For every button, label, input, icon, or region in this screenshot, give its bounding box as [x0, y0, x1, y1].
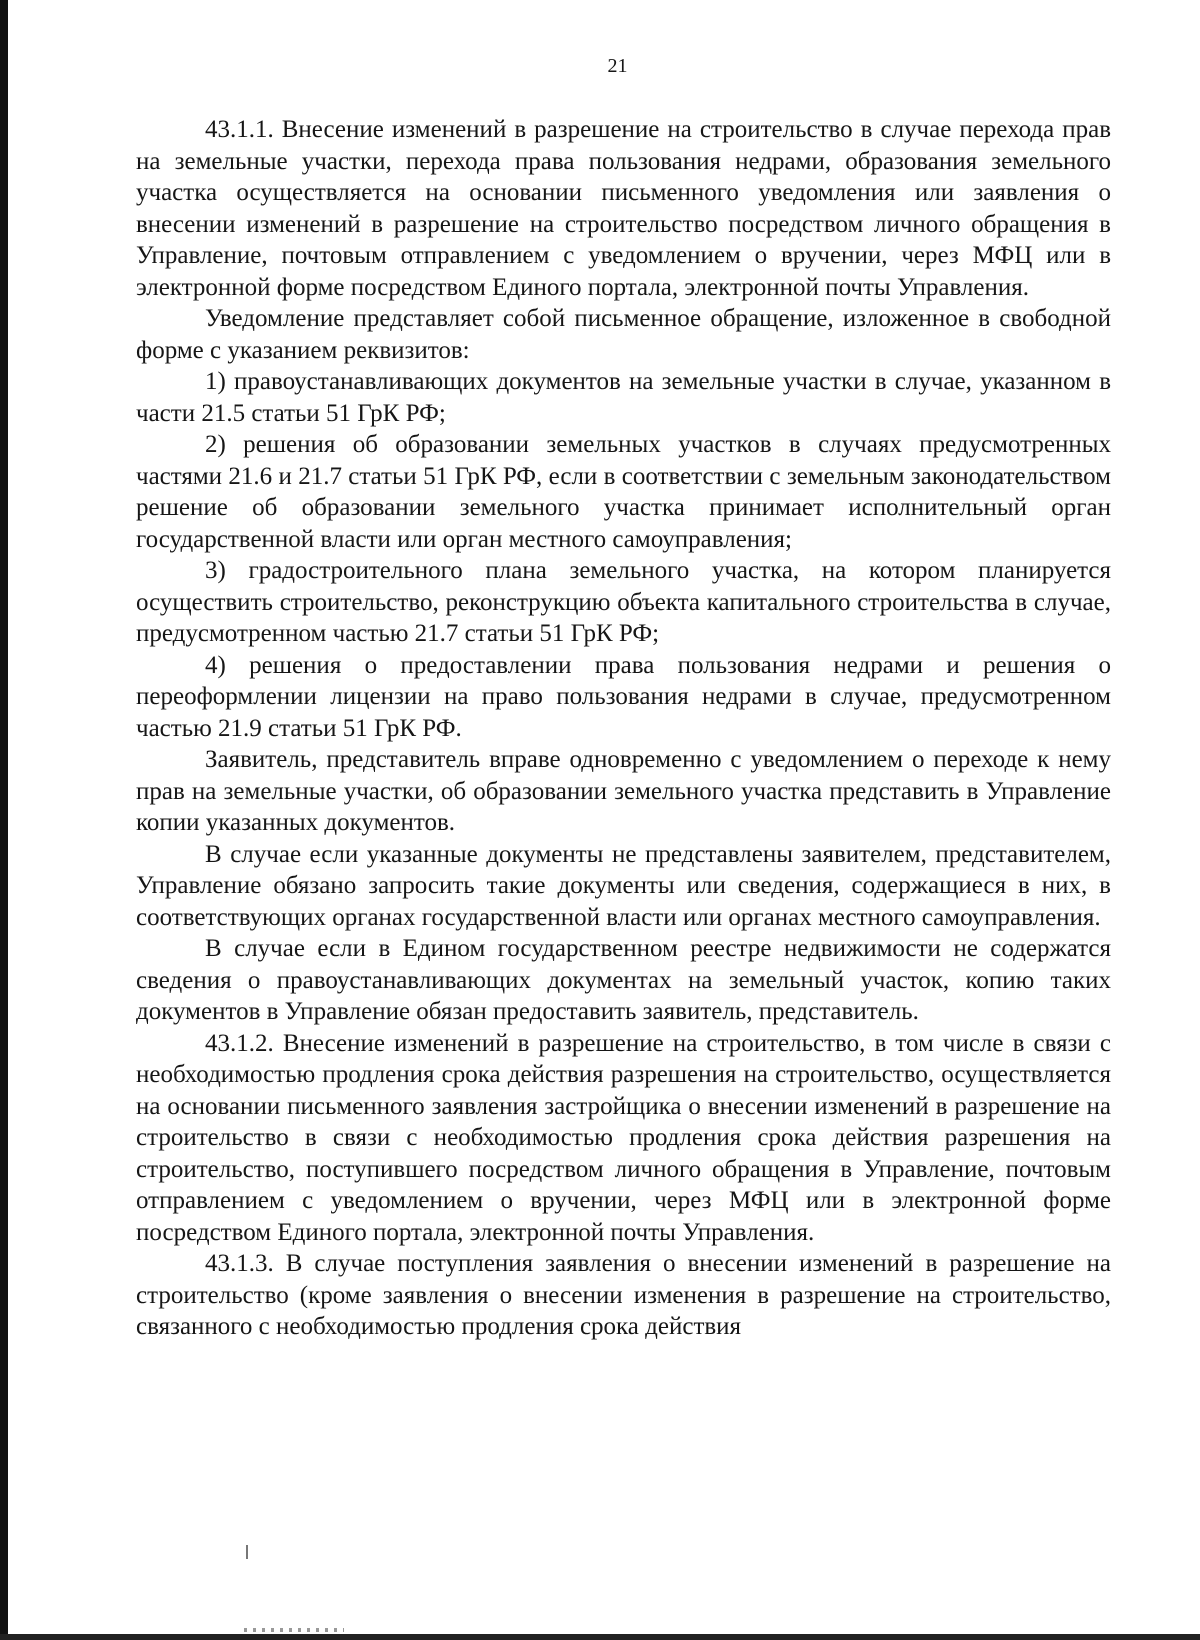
- paragraph-43-1-3: 43.1.3. В случае поступления заявления о внесении изменений в разрешение на строительство (кроме заявления о внесении изменения в разрешение на строительство, связанного с необходимостью продления срока действия: [136, 1250, 1111, 1340]
- paragraph-egrn: В случае если в Едином государственном реестре недвижимости не содержатся сведения о правоустанавливающих документах на земельный участок, копию таких документов в Управление обязан предоставить заявитель, представитель.: [136, 935, 1111, 1025]
- document-page: [136, 56, 1111, 1343]
- paragraph-43-1-1: 43.1.1. Внесение изменений в разрешение на строительство в случае перехода прав на земельные участки, перехода права пользования недрами, образования земельного участка осуществляется на основании письменного уведомления или заявления о внесении изменений в разрешение на строительство посредством личного обращения в Управление, почтовым отправлением с уведомлением о вручении, через МФЦ или в электронной форме посредством Единого портала, электронной почты Управления.: [136, 116, 1111, 301]
- scan-artifact-mark: [246, 1545, 248, 1559]
- page-number: 21: [607, 55, 628, 77]
- paragraph-notification: Уведомление представляет собой письменное обращение, изложенное в свободной форме с указанием реквизитов:: [136, 305, 1111, 364]
- scan-artifact-dust: [244, 1628, 344, 1632]
- list-item-3: 3) градостроительного плана земельного участка, на котором планируется осуществить строительство, реконструкцию объекта капитального строительства в случае, предусмотренном частью 21.7 статьи 51 ГрК РФ;: [136, 557, 1111, 647]
- paragraph-43-1-2: 43.1.2. Внесение изменений в разрешение на строительство, в том числе в связи с необходимостью продления срока действия разрешения на строительство, осуществляется на основании письменного заявления застройщика о внесении изменений в разрешение на строительство в связи с необходимостью продления срока действия разрешения на строительство, поступившего посредством личного обращения в Управление, почтовым отправлением с уведомлением о вручении, через МФЦ или в электронной форме посредством Единого портала, электронной почты Управления.: [136, 1029, 1111, 1246]
- scan-edge-left: [0, 0, 8, 1640]
- list-item-1: 1) правоустанавливающих документов на земельные участки в случае, указанном в части 21.5 статьи 51 ГрК РФ;: [136, 368, 1111, 427]
- list-item-4: 4) решения о предоставлении права пользования недрами и решения о переоформлении лицензии на право пользования недрами в случае, предусмотренном частью 21.9 статьи 51 ГрК РФ.: [136, 651, 1111, 742]
- list-item-2: 2) решения об образовании земельных участков в случаях предусмотренных частями 21.6 и 21.7 статьи 51 ГрК РФ, если в соответствии с земельным законодательством решение об образовании земельного участка принимает исполнительный орган государственной власти или орган местного самоуправления;: [136, 431, 1111, 553]
- paragraph-applicant-right: Заявитель, представитель вправе одновременно с уведомлением о переходе к нему прав на земельные участки, об образовании земельного участка представить в Управление копии указанных документов.: [136, 746, 1111, 836]
- paragraph-documents-not-submitted: В случае если указанные документы не представлены заявителем, представителем, Управление обязано запросить такие документы или сведения, содержащиеся в них, в соответствующих органах государственной власти или органах местного самоуправления.: [136, 840, 1111, 931]
- scan-edge-bottom: [0, 1634, 1200, 1640]
